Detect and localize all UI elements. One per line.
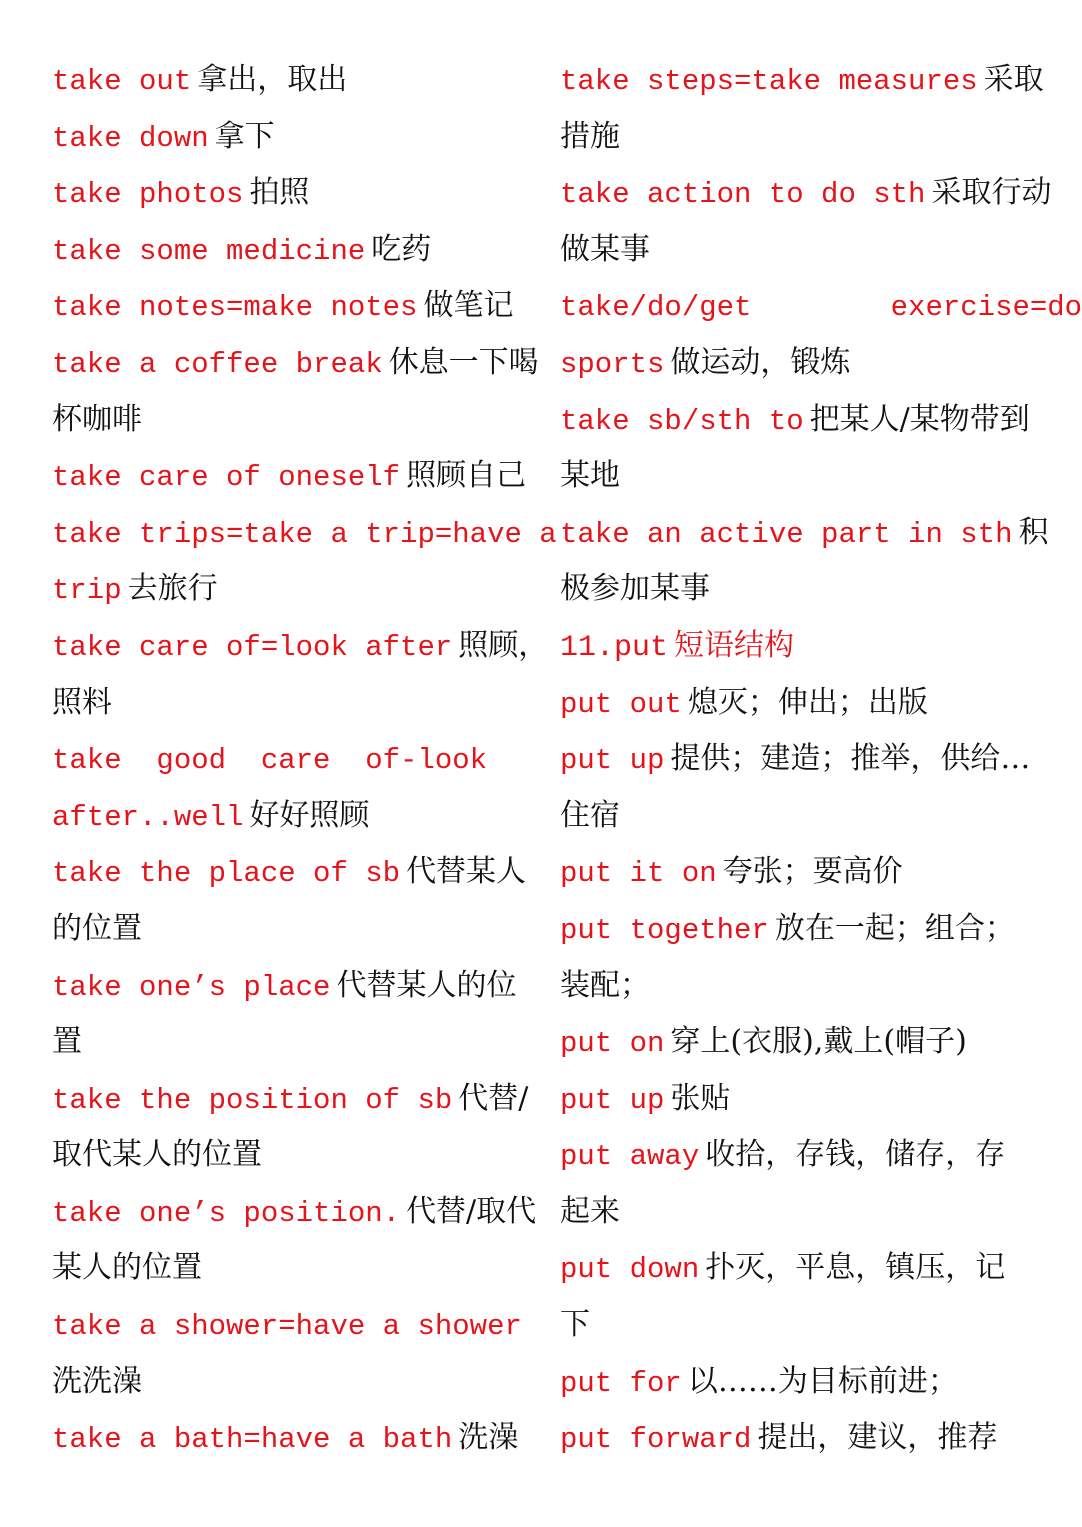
english-phrase: take an active part in sth — [560, 517, 1013, 551]
english-phrase: take trips=take a trip=have a — [52, 517, 557, 551]
english-phrase: sports — [560, 347, 665, 381]
right-phrase-line — [560, 561, 1028, 618]
chinese-meaning: 熄灭；伸出；出版 — [687, 684, 928, 720]
english-phrase: put for — [560, 1366, 682, 1400]
left-phrase-line — [52, 505, 557, 562]
right-phrase-line — [560, 1297, 1028, 1354]
left-phrase-line — [52, 52, 520, 109]
right-phrase-line — [560, 52, 1044, 109]
english-phrase: take photos — [52, 178, 244, 212]
chinese-meaning: 某地 — [560, 458, 620, 494]
right-phrase-line — [560, 1354, 1028, 1411]
chinese-meaning: 的位置 — [52, 910, 142, 946]
english-phrase: take a coffee break — [52, 347, 383, 381]
right-column — [560, 52, 1082, 1467]
english-phrase: take a bath=have a bath — [52, 1423, 453, 1457]
chinese-meaning: 照顾， — [458, 627, 549, 663]
chinese-meaning: 放在一起；组合； — [774, 910, 1015, 946]
chinese-meaning: 措施 — [560, 118, 620, 154]
english-phrase: trip — [52, 574, 122, 608]
chinese-meaning: 采取 — [983, 62, 1044, 97]
right-phrase-line — [560, 335, 1028, 392]
section-heading-title: 短语结构 — [674, 627, 795, 663]
right-phrase-line — [560, 1410, 1028, 1467]
english-phrase: put down — [560, 1253, 700, 1287]
left-phrase-line — [52, 1354, 520, 1411]
left-column — [52, 52, 557, 1467]
right-phrase-line — [560, 448, 1028, 505]
chinese-meaning: 照顾自己 — [406, 458, 527, 494]
chinese-meaning: 去旅行 — [127, 571, 218, 607]
right-phrase-line — [560, 1240, 1028, 1297]
chinese-meaning: 住宿 — [560, 797, 620, 833]
chinese-meaning: 夸张；要高价 — [722, 854, 903, 890]
right-phrase-line — [560, 392, 1028, 449]
chinese-meaning: 做笔记 — [423, 288, 514, 324]
chinese-meaning: 好好照顾 — [249, 797, 370, 833]
left-phrase-line — [52, 788, 520, 845]
chinese-meaning: 洗澡 — [458, 1420, 519, 1456]
right-phrase-line — [560, 901, 1028, 958]
english-phrase: take/do/get exercise=do — [560, 291, 1082, 325]
chinese-meaning: 代替/ — [458, 1080, 529, 1116]
chinese-meaning: 照料 — [52, 684, 112, 720]
english-phrase: take out — [52, 65, 192, 98]
english-phrase: take the position of sb — [52, 1083, 453, 1117]
left-phrase-line — [52, 1014, 520, 1071]
right-phrase-line — [560, 222, 1028, 279]
chinese-meaning: 代替/取代 — [406, 1193, 537, 1229]
right-phrase-line — [560, 675, 1028, 732]
english-phrase: take notes=make notes — [52, 291, 418, 325]
chinese-meaning: 拍照 — [249, 175, 310, 211]
english-phrase: take sb/sth to — [560, 404, 804, 438]
chinese-meaning: 下 — [560, 1307, 590, 1343]
chinese-meaning: 以……为目标前进； — [687, 1363, 958, 1399]
chinese-meaning: 做某事 — [560, 231, 650, 267]
left-phrase-line — [52, 1127, 520, 1184]
english-phrase: take care of=look after — [52, 630, 453, 664]
english-phrase: put out — [560, 687, 682, 721]
right-phrase-line — [560, 1071, 1028, 1128]
chinese-meaning: 吃药 — [371, 231, 432, 267]
left-phrase-line — [52, 1184, 537, 1241]
chinese-meaning: 提供；建造；推举，供给… — [670, 741, 1031, 777]
english-phrase: take one’s position. — [52, 1196, 401, 1230]
section-heading — [560, 618, 1028, 675]
right-phrase-line — [560, 505, 1049, 562]
english-phrase: take down — [52, 121, 209, 155]
english-phrase: put up — [560, 1083, 665, 1117]
chinese-meaning: 拿下 — [214, 118, 275, 154]
left-phrase-line — [52, 901, 520, 958]
english-phrase: take care of oneself — [52, 461, 401, 495]
left-phrase-line — [52, 222, 520, 279]
left-phrase-line — [52, 561, 520, 618]
english-phrase: take a shower=have a shower — [52, 1310, 522, 1344]
english-phrase: put it on — [560, 857, 717, 891]
english-phrase: after..well — [52, 800, 244, 834]
chinese-meaning: 拿出，取出 — [197, 62, 348, 97]
left-phrase-line — [52, 1071, 529, 1128]
left-phrase-line — [52, 335, 539, 392]
chinese-meaning: 起来 — [560, 1193, 620, 1229]
left-phrase-line — [52, 165, 520, 222]
left-phrase-line — [52, 109, 520, 166]
chinese-meaning: 代替某人 — [406, 854, 527, 890]
chinese-meaning: 休息一下喝 — [388, 344, 539, 380]
left-phrase-line — [52, 392, 520, 449]
chinese-meaning: 积 — [1018, 514, 1049, 550]
right-phrase-line — [560, 731, 1031, 788]
english-phrase: take action to do sth — [560, 178, 926, 212]
english-phrase: take the place of sb — [52, 857, 401, 891]
english-phrase: take some medicine — [52, 234, 366, 268]
right-phrase-line — [560, 1014, 1028, 1071]
left-phrase-line — [52, 958, 520, 1015]
english-phrase: put on — [560, 1027, 665, 1061]
left-phrase-line — [52, 1240, 520, 1297]
english-phrase: put forward — [560, 1423, 752, 1457]
right-phrase-line — [560, 1184, 1028, 1241]
english-phrase: take good care of-look — [52, 744, 488, 778]
chinese-meaning: 采取行动 — [931, 175, 1052, 211]
right-phrase-line — [560, 165, 1052, 222]
english-phrase: put up — [560, 744, 665, 778]
chinese-meaning: 置 — [52, 1024, 82, 1060]
right-phrase-line — [560, 278, 1082, 335]
left-phrase-line — [52, 675, 520, 732]
right-phrase-line — [560, 958, 1028, 1015]
chinese-meaning: 某人的位置 — [52, 1250, 202, 1286]
chinese-meaning: 穿上(衣服),戴上(帽子) — [670, 1024, 967, 1060]
section-heading-number: 11.put — [560, 630, 669, 665]
chinese-meaning: 提出，建议，推荐 — [757, 1420, 998, 1456]
chinese-meaning: 洗洗澡 — [52, 1363, 142, 1399]
left-phrase-line — [52, 731, 520, 788]
left-phrase-line — [52, 844, 527, 901]
chinese-meaning: 收拾，存钱，储存，存 — [705, 1137, 1006, 1173]
chinese-meaning: 取代某人的位置 — [52, 1137, 262, 1173]
right-phrase-line — [560, 1127, 1028, 1184]
right-phrase-line — [560, 844, 1028, 901]
left-phrase-line — [52, 278, 520, 335]
left-phrase-line — [52, 618, 549, 675]
left-phrase-line — [52, 448, 527, 505]
english-phrase: put together — [560, 913, 769, 947]
chinese-meaning: 代替某人的位 — [336, 967, 517, 1003]
chinese-meaning: 扑灭，平息，镇压，记 — [705, 1250, 1006, 1286]
chinese-meaning: 杯咖啡 — [52, 401, 142, 437]
english-phrase: take steps=take measures — [560, 65, 978, 98]
english-phrase: put away — [560, 1140, 700, 1174]
left-phrase-line — [52, 1410, 520, 1467]
chinese-meaning: 装配； — [560, 967, 650, 1003]
right-phrase-line — [560, 109, 1028, 166]
right-phrase-line — [560, 788, 1028, 845]
chinese-meaning: 张贴 — [670, 1080, 731, 1116]
left-phrase-line — [52, 1297, 520, 1354]
chinese-meaning: 把某人/某物带到 — [809, 401, 1030, 437]
chinese-meaning: 极参加某事 — [560, 571, 710, 607]
chinese-meaning: 做运动，锻炼 — [670, 344, 851, 380]
english-phrase: take one’s place — [52, 970, 331, 1004]
